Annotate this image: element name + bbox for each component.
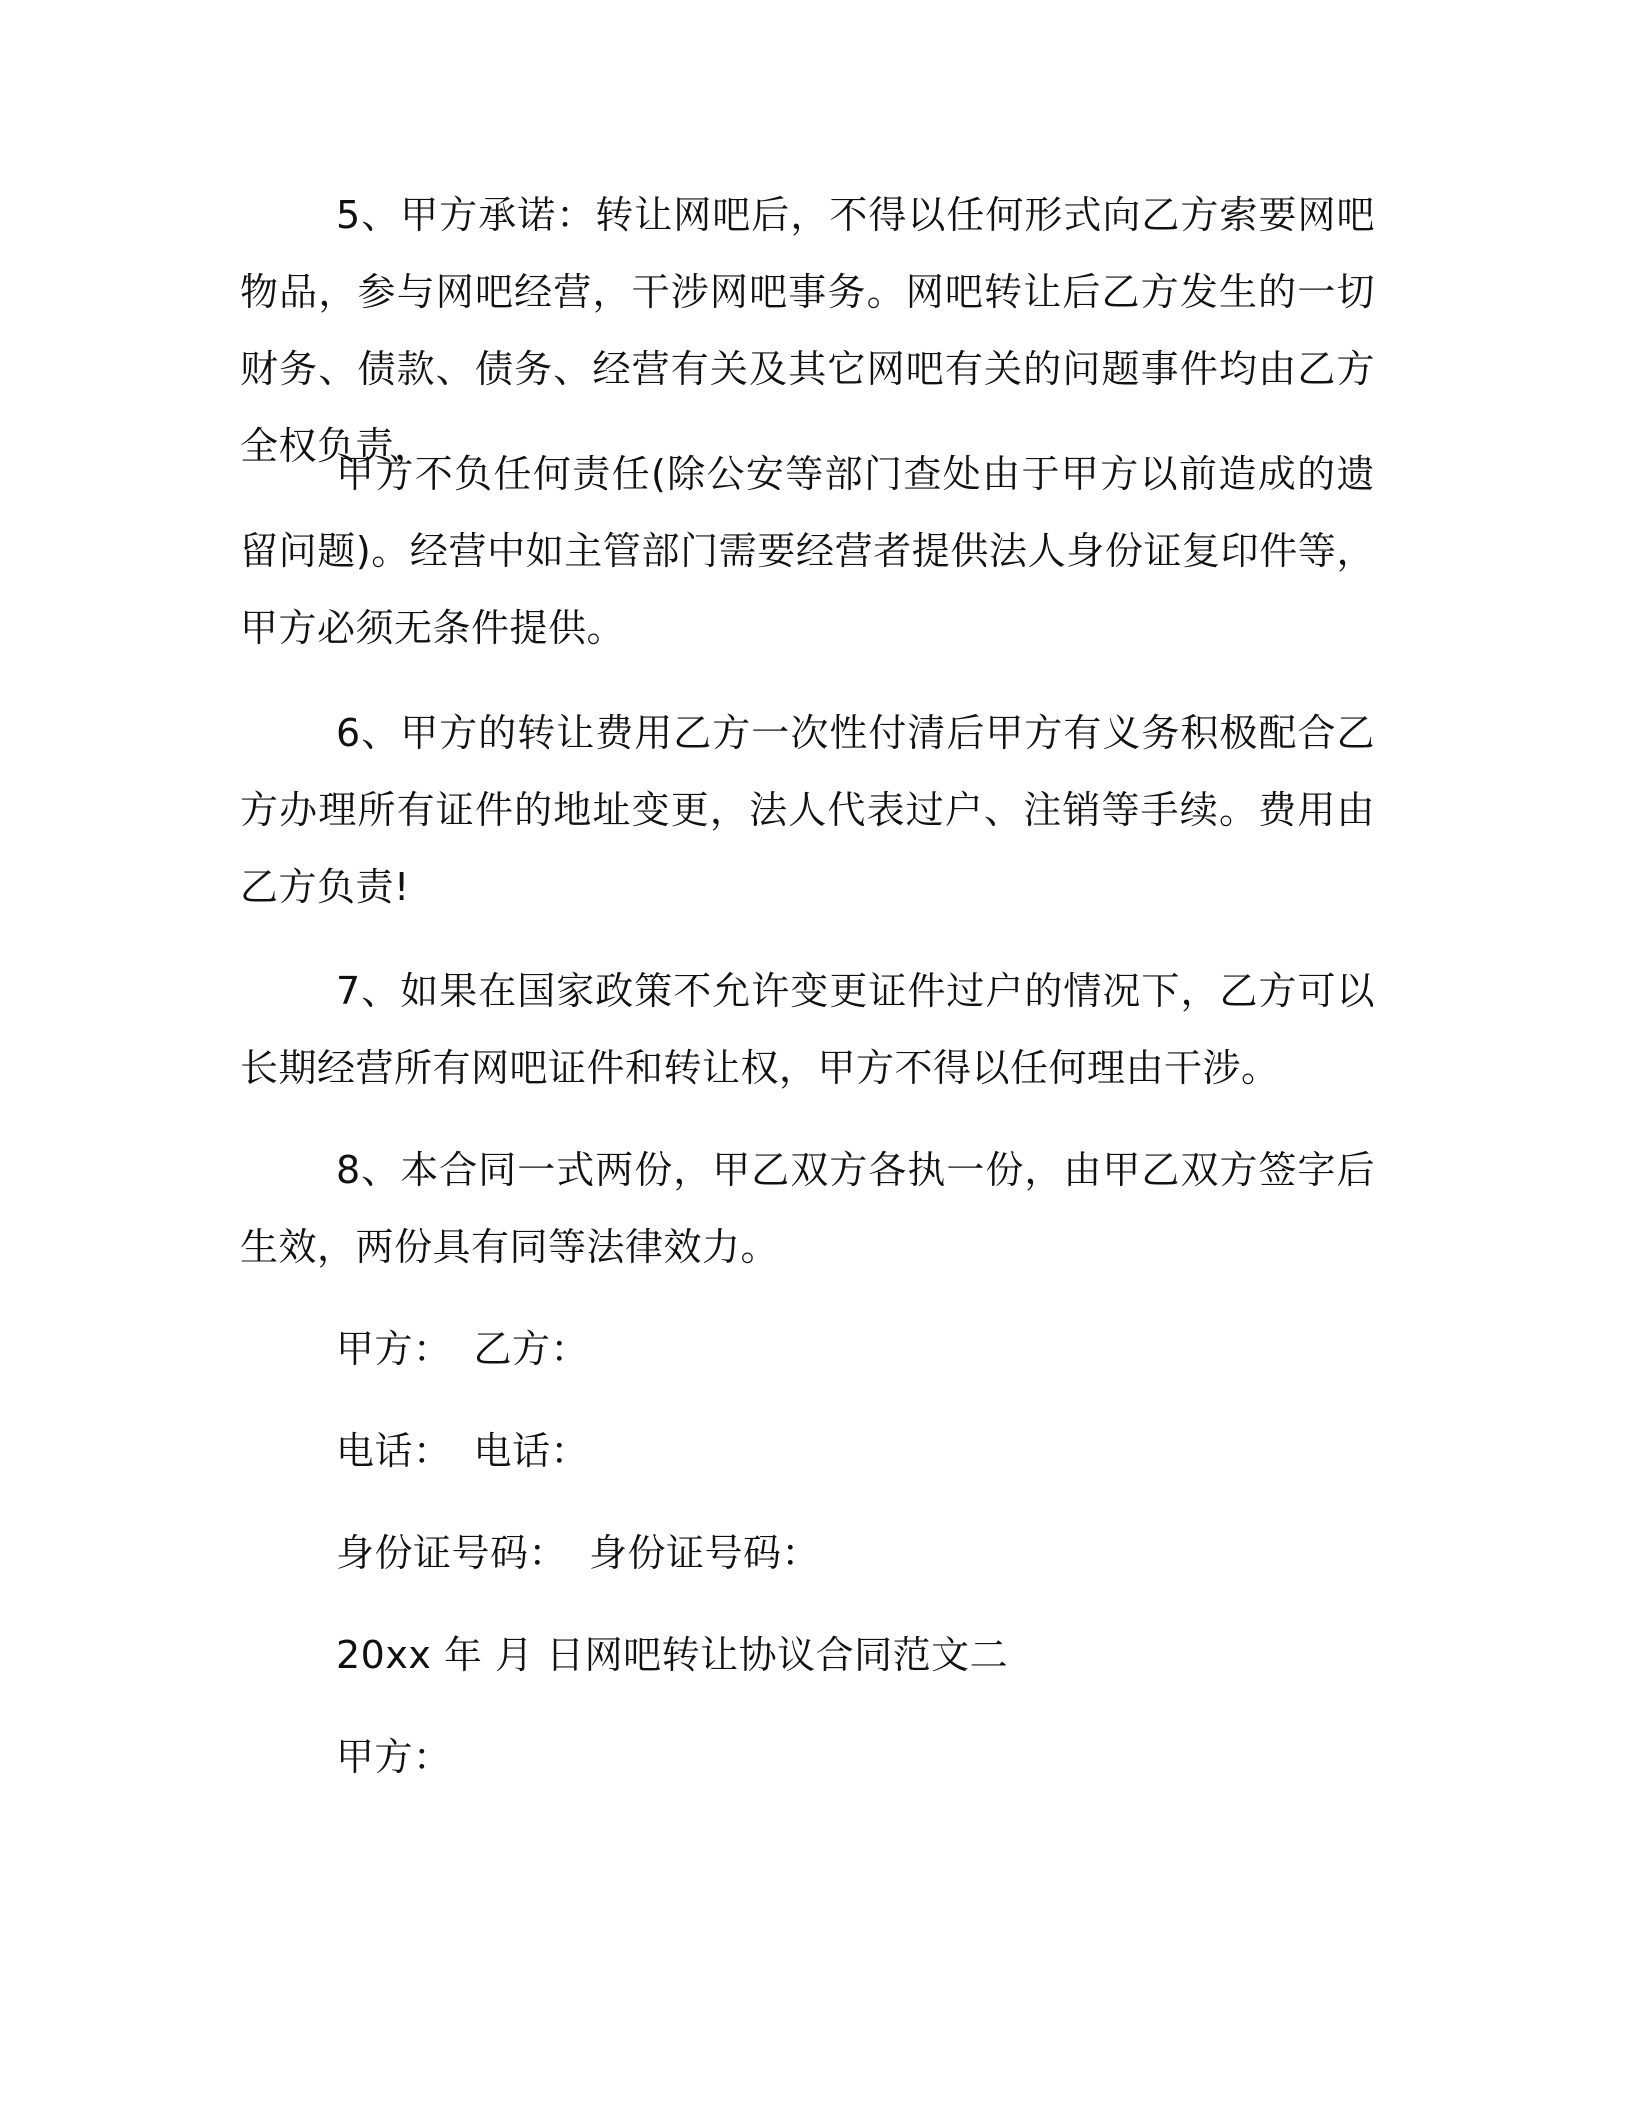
clause-5-paragraph: 5、甲方承诺：转让网吧后，不得以任何形式向乙方索要网吧物品，参与网吧经营，干涉网吧事务。网吧转让后乙方发生的一切财务、债款、债务、经营有关及其它网吧有关的问题事件均由乙方全权负责， — [240, 193, 1375, 468]
phone-a-label: 电话： — [336, 1429, 452, 1473]
phone-b-label: 电话： — [473, 1429, 590, 1473]
id-b-label: 身份证号码： — [589, 1531, 821, 1575]
clause-5-continuation-paragraph: 甲方不负任何责任(除公安等部门查处由于甲方以前造成的遗留问题)。经营中如主管部门需要经营者提供法人身份证复印件等，甲方必须无条件提供。 — [240, 452, 1375, 650]
id-a-label: 身份证号码： — [336, 1531, 568, 1575]
party-b-label: 乙方： — [473, 1327, 590, 1371]
signature-id-line — [336, 1515, 820, 1592]
party-a-label: 甲方： — [336, 1327, 452, 1371]
clause-8-paragraph: 8、本合同一式两份，甲乙双方各执一份，由甲乙双方签字后生效，两份具有同等法律效力。 — [240, 1148, 1375, 1269]
date-and-next-title-line: 20xx 年 月 日网吧转让协议合同范文二 — [336, 1633, 1009, 1677]
signature-phone-line — [336, 1413, 589, 1490]
clause-6-paragraph: 6、甲方的转让费用乙方一次性付清后甲方有义务积极配合乙方办理所有证件的地址变更，法人代表过户、注销等手续。费用由乙方负责! — [240, 711, 1375, 909]
clause-7-paragraph: 7、如果在国家政策不允许变更证件过户的情况下，乙方可以长期经营所有网吧证件和转让权，甲方不得以任何理由干涉。 — [240, 969, 1375, 1090]
next-party-a-label: 甲方： — [336, 1735, 452, 1779]
signature-party-line — [336, 1311, 589, 1388]
